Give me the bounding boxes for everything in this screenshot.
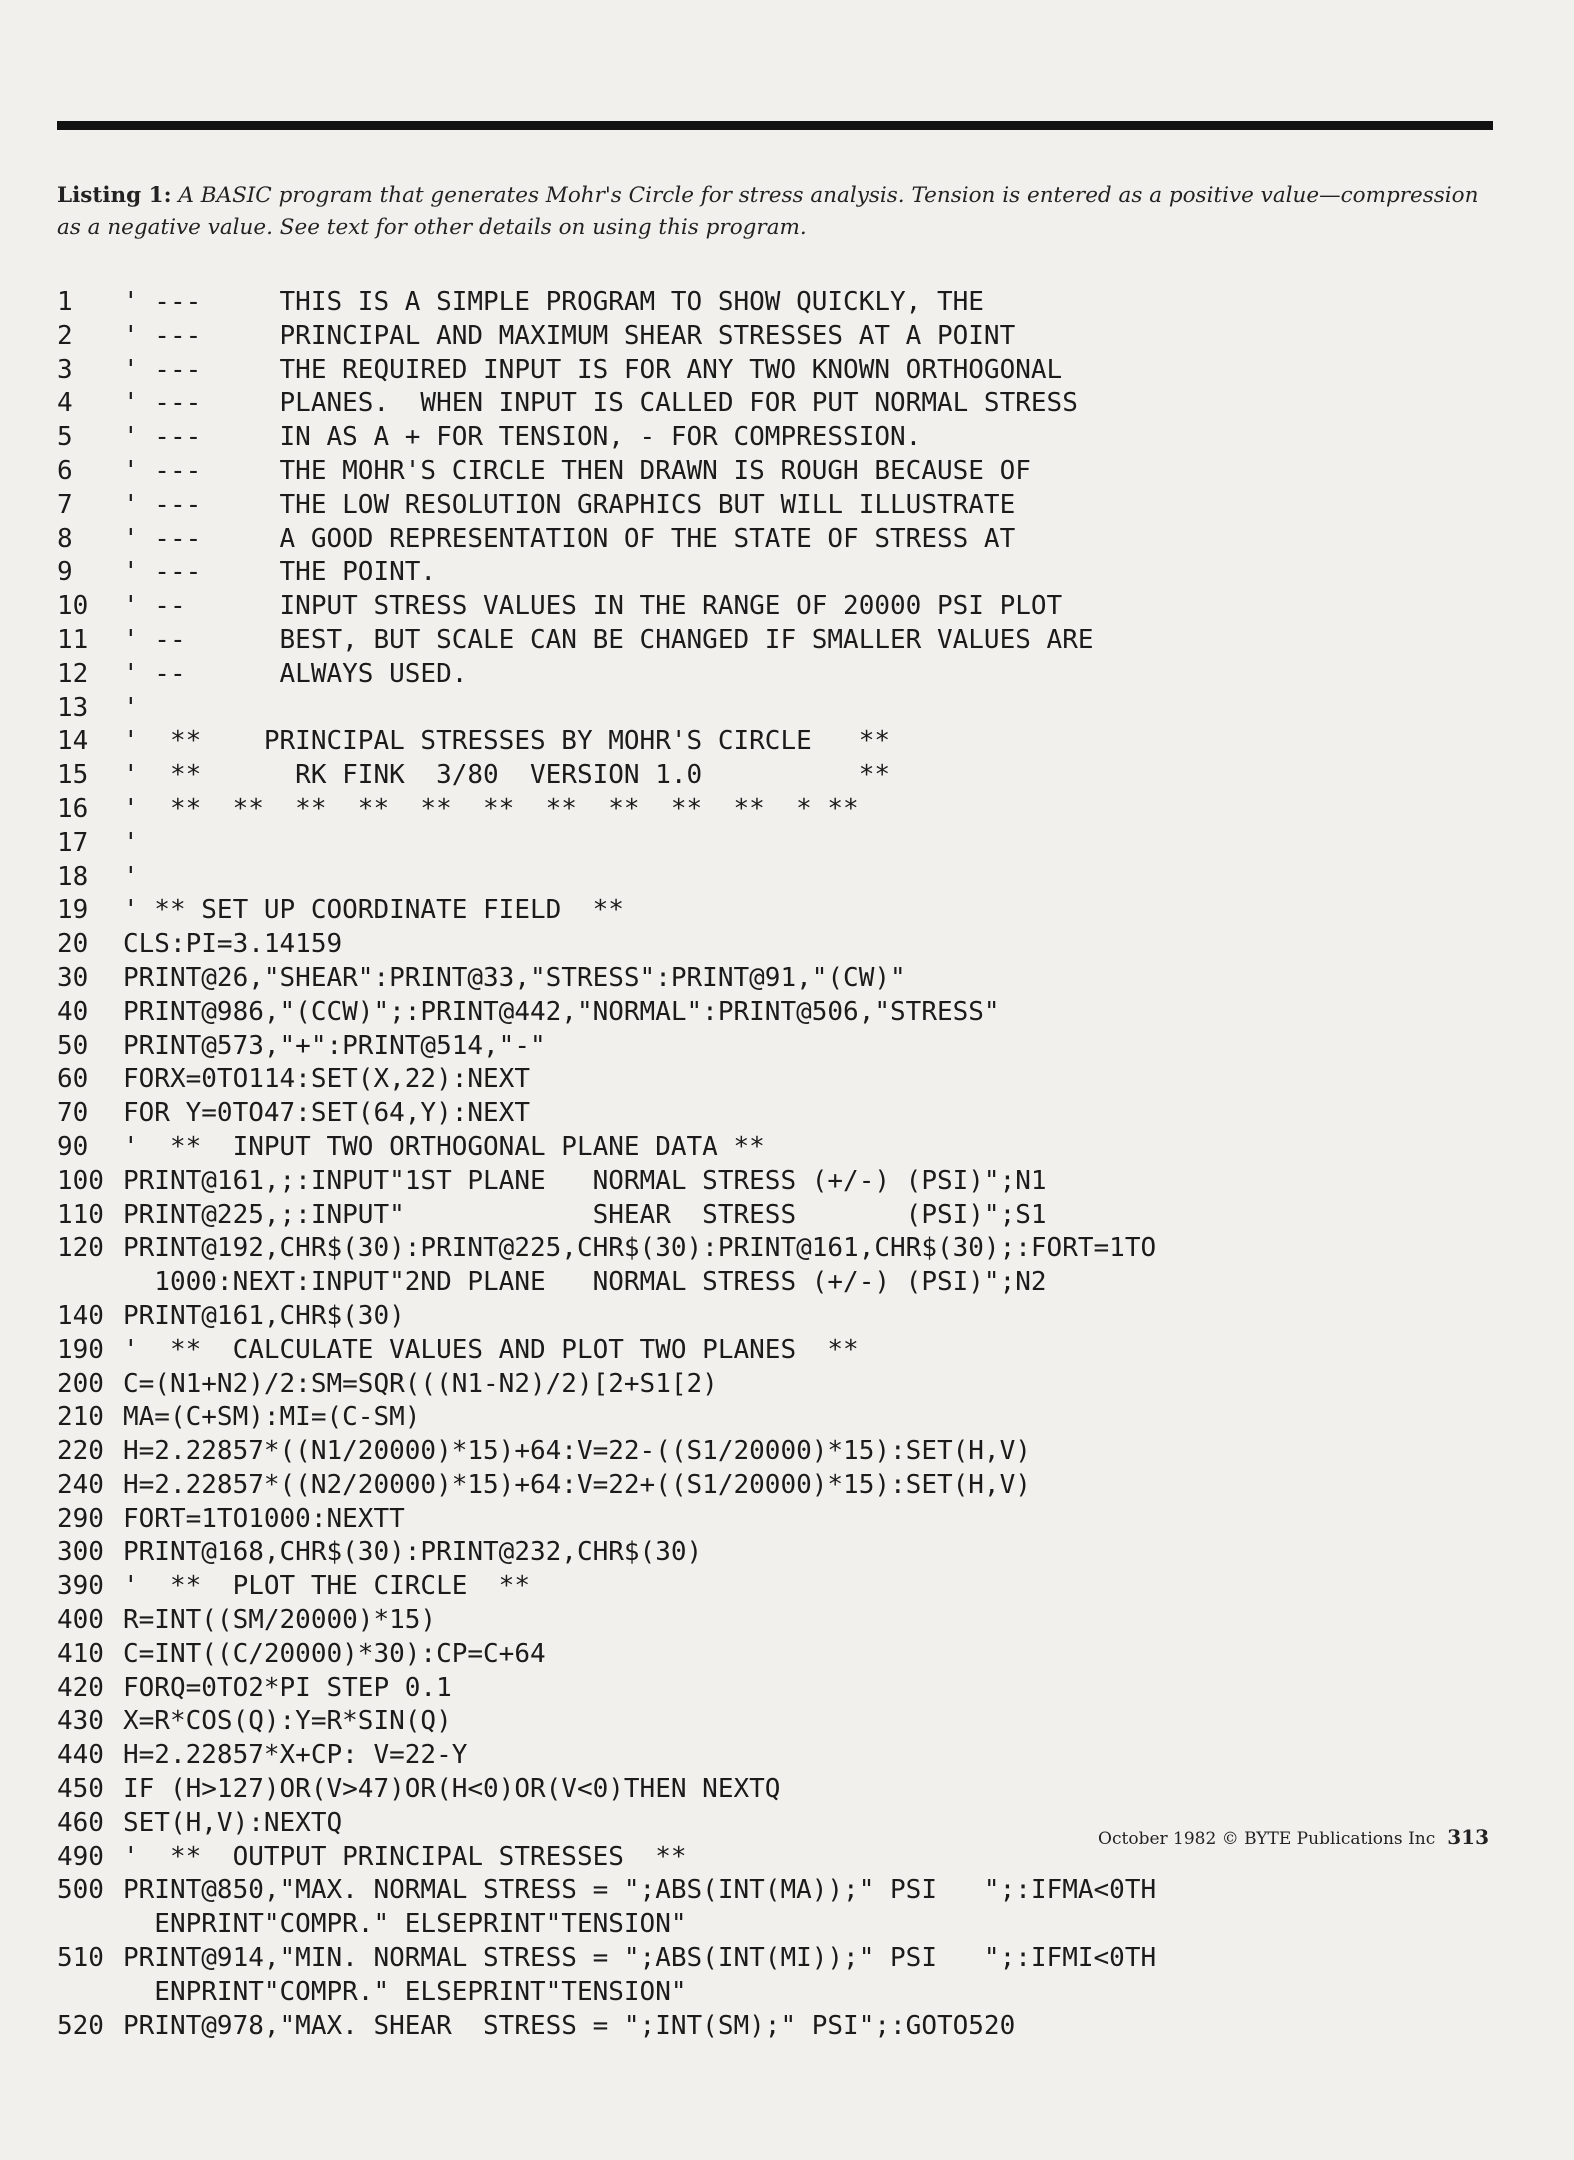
code-line xyxy=(57,1435,1507,1469)
code-text: SET(H,V):NEXTQ xyxy=(123,1807,343,1838)
code-text: PRINT@850,"MAX. NORMAL STRESS = ";ABS(INT(MA));" PSI ";:IFMA<0TH xyxy=(123,1875,1157,1906)
code-text: X=R*COS(Q):Y=R*SIN(Q) xyxy=(123,1706,452,1737)
code-text: ' --- THIS IS A SIMPLE PROGRAM TO SHOW QUICKLY, THE xyxy=(123,287,984,317)
line-number: 510 xyxy=(57,1943,104,1974)
code-line xyxy=(57,320,1507,354)
caption-text: A BASIC program that generates Mohr's Circle for stress analysis. Tension is entered as a positive value—compression as a negative value. See text for other details on using this program. xyxy=(57,183,1479,240)
code-text: PRINT@26,"SHEAR":PRINT@33,"STRESS":PRINT@91,"(CW)" xyxy=(123,962,906,993)
code-line xyxy=(57,996,1507,1030)
line-number: 12 xyxy=(57,658,89,689)
code-line xyxy=(57,1469,1507,1503)
code-text: FOR Y=0TO47:SET(64,Y):NEXT xyxy=(123,1098,530,1129)
line-number: 6 xyxy=(57,455,73,486)
code-text: ' xyxy=(123,861,139,892)
code-line xyxy=(57,455,1507,489)
line-number: 490 xyxy=(57,1841,104,1872)
code-line xyxy=(57,692,1507,726)
code-text: ' -- INPUT STRESS VALUES IN THE RANGE OF 20000 PSI PLOT xyxy=(123,591,1063,622)
code-line xyxy=(57,354,1507,388)
code-text: MA=(C+SM):MI=(C-SM) xyxy=(123,1402,421,1433)
line-number: 390 xyxy=(57,1571,104,1602)
code-line xyxy=(57,962,1507,996)
code-text: ' --- THE REQUIRED INPUT IS FOR ANY TWO KNOWN ORTHOGONAL xyxy=(123,354,1063,385)
code-line xyxy=(57,421,1507,455)
line-number xyxy=(57,1908,123,1942)
code-text: ' ** SET UP COORDINATE FIELD ** xyxy=(123,895,624,926)
code-text: PRINT@573,"+":PRINT@514,"-" xyxy=(123,1030,546,1061)
line-number: 40 xyxy=(57,996,89,1027)
line-number: 200 xyxy=(57,1368,104,1399)
code-text: FORX=0TO114:SET(X,22):NEXT xyxy=(123,1064,530,1095)
code-line xyxy=(57,1739,1507,1773)
line-number: 110 xyxy=(57,1199,104,1230)
line-number: 420 xyxy=(57,1672,104,1703)
code-line xyxy=(57,556,1507,590)
line-number: 60 xyxy=(57,1064,89,1095)
code-text: PRINT@161,CHR$(30) xyxy=(123,1300,405,1331)
code-line xyxy=(57,523,1507,557)
code-text: ' --- THE POINT. xyxy=(123,557,437,588)
code-line xyxy=(57,1503,1507,1537)
line-number: 3 xyxy=(57,354,73,385)
line-number: 8 xyxy=(57,523,73,554)
code-text: H=2.22857*X+CP: V=22-Y xyxy=(123,1740,468,1771)
line-number: 13 xyxy=(57,692,89,723)
line-number: 190 xyxy=(57,1334,104,1365)
code-line xyxy=(57,928,1507,962)
line-number: 50 xyxy=(57,1030,89,1061)
code-text: FORT=1TO1000:NEXTT xyxy=(123,1503,405,1534)
code-line xyxy=(57,1874,1507,1908)
line-number: 90 xyxy=(57,1131,89,1162)
code-line xyxy=(57,1604,1507,1638)
line-number: 2 xyxy=(57,320,73,351)
code-text: ' -- ALWAYS USED. xyxy=(123,658,468,689)
code-line xyxy=(57,489,1507,523)
code-text: R=INT((SM/20000)*15) xyxy=(123,1605,437,1636)
code-text: H=2.22857*((N1/20000)*15)+64:V=22-((S1/20000)*15):SET(H,V) xyxy=(123,1436,1031,1467)
line-number: 120 xyxy=(57,1233,104,1264)
code-line xyxy=(57,2010,1507,2044)
line-number: 220 xyxy=(57,1436,104,1467)
code-line xyxy=(57,1536,1507,1570)
line-number: 140 xyxy=(57,1300,104,1331)
footer-credit: October 1982 © BYTE Publications Inc xyxy=(1098,1829,1436,1849)
line-number: 9 xyxy=(57,557,73,588)
line-number: 520 xyxy=(57,2010,104,2041)
code-line xyxy=(57,1401,1507,1435)
code-text: ' --- THE MOHR'S CIRCLE THEN DRAWN IS ROUGH BECAUSE OF xyxy=(123,455,1031,486)
page-footer xyxy=(1098,1825,1489,1849)
code-line xyxy=(57,1976,1507,2010)
code-text: ' ** ** ** ** ** ** ** ** ** ** * ** xyxy=(123,793,859,824)
line-number: 430 xyxy=(57,1706,104,1737)
line-number: 19 xyxy=(57,895,89,926)
code-line xyxy=(57,861,1507,895)
line-number: 4 xyxy=(57,388,73,419)
line-number: 5 xyxy=(57,422,73,453)
code-line xyxy=(57,793,1507,827)
code-text: ENPRINT"COMPR." ELSEPRINT"TENSION" xyxy=(123,1976,687,2007)
code-line xyxy=(57,624,1507,658)
line-number: 500 xyxy=(57,1875,104,1906)
code-text: ' --- IN AS A + FOR TENSION, - FOR COMPRESSION. xyxy=(123,422,922,453)
code-line xyxy=(57,894,1507,928)
code-line xyxy=(57,1570,1507,1604)
line-number xyxy=(57,1266,123,1300)
code-text: CLS:PI=3.14159 xyxy=(123,929,343,960)
line-number: 300 xyxy=(57,1537,104,1568)
line-number: 15 xyxy=(57,760,89,791)
code-line xyxy=(57,725,1507,759)
code-line xyxy=(57,1773,1507,1807)
code-text: ' xyxy=(123,692,139,723)
code-line xyxy=(57,759,1507,793)
code-line xyxy=(57,1638,1507,1672)
page-number: 313 xyxy=(1447,1825,1489,1849)
line-number: 210 xyxy=(57,1402,104,1433)
code-text: ' xyxy=(123,827,139,858)
code-text: ' --- PLANES. WHEN INPUT IS CALLED FOR PUT NORMAL STRESS xyxy=(123,388,1078,419)
line-number: 14 xyxy=(57,726,89,757)
code-line xyxy=(57,1368,1507,1402)
code-text: 1000:NEXT:INPUT"2ND PLANE NORMAL STRESS (+/-) (PSI)";N2 xyxy=(123,1267,1047,1298)
code-text: PRINT@914,"MIN. NORMAL STRESS = ";ABS(INT(MI));" PSI ";:IFMI<0TH xyxy=(123,1943,1157,1974)
top-rule xyxy=(57,121,1493,130)
code-line xyxy=(57,1232,1507,1266)
code-text: ' ** CALCULATE VALUES AND PLOT TWO PLANES ** xyxy=(123,1334,859,1365)
line-number: 20 xyxy=(57,929,89,960)
code-text: ' --- PRINCIPAL AND MAXIMUM SHEAR STRESSES AT A POINT xyxy=(123,320,1016,351)
code-text: C=(N1+N2)/2:SM=SQR(((N1-N2)/2)[2+S1[2) xyxy=(123,1368,718,1399)
line-number: 410 xyxy=(57,1638,104,1669)
code-line xyxy=(57,1165,1507,1199)
code-text: IF (H>127)OR(V>47)OR(H<0)OR(V<0)THEN NEXTQ xyxy=(123,1774,781,1805)
code-text: PRINT@986,"(CCW)";:PRINT@442,"NORMAL":PRINT@506,"STRESS" xyxy=(123,996,1000,1027)
line-number: 100 xyxy=(57,1165,104,1196)
code-line xyxy=(57,1334,1507,1368)
basic-listing xyxy=(57,286,1507,2043)
code-text: PRINT@978,"MAX. SHEAR STRESS = ";INT(SM);" PSI";:GOTO520 xyxy=(123,2010,1016,2041)
code-text: H=2.22857*((N2/20000)*15)+64:V=22+((S1/20000)*15):SET(H,V) xyxy=(123,1469,1031,1500)
code-text: ' -- BEST, BUT SCALE CAN BE CHANGED IF SMALLER VALUES ARE xyxy=(123,624,1094,655)
line-number: 17 xyxy=(57,827,89,858)
code-line xyxy=(57,1131,1507,1165)
code-text: ENPRINT"COMPR." ELSEPRINT"TENSION" xyxy=(123,1909,687,1940)
code-text: ' ** PRINCIPAL STRESSES BY MOHR'S CIRCLE ** xyxy=(123,726,891,757)
code-line xyxy=(57,1030,1507,1064)
line-number: 11 xyxy=(57,624,89,655)
code-text: ' ** PLOT THE CIRCLE ** xyxy=(123,1571,530,1602)
line-number: 16 xyxy=(57,793,89,824)
code-line xyxy=(57,1672,1507,1706)
code-text: PRINT@168,CHR$(30):PRINT@232,CHR$(30) xyxy=(123,1537,703,1568)
code-text: PRINT@192,CHR$(30):PRINT@225,CHR$(30):PRINT@161,CHR$(30);:FORT=1TO xyxy=(123,1233,1157,1264)
code-line xyxy=(57,1908,1507,1942)
code-line xyxy=(57,286,1507,320)
line-number: 18 xyxy=(57,861,89,892)
line-number: 1 xyxy=(57,287,73,317)
code-line xyxy=(57,827,1507,861)
code-text: ' --- A GOOD REPRESENTATION OF THE STATE OF STRESS AT xyxy=(123,523,1016,554)
listing-caption xyxy=(57,180,1497,244)
caption-label: Listing 1: xyxy=(57,183,172,208)
code-line xyxy=(57,1300,1507,1334)
code-line xyxy=(57,1266,1507,1300)
code-line xyxy=(57,1705,1507,1739)
code-text: PRINT@161,;:INPUT"1ST PLANE NORMAL STRESS (+/-) (PSI)";N1 xyxy=(123,1165,1047,1196)
code-line xyxy=(57,1097,1507,1131)
code-text: ' --- THE LOW RESOLUTION GRAPHICS BUT WILL ILLUSTRATE xyxy=(123,489,1016,520)
code-line xyxy=(57,1063,1507,1097)
code-text: C=INT((C/20000)*30):CP=C+64 xyxy=(123,1638,546,1669)
line-number: 10 xyxy=(57,591,89,622)
line-number: 290 xyxy=(57,1503,104,1534)
code-text: FORQ=0TO2*PI STEP 0.1 xyxy=(123,1672,452,1703)
code-line xyxy=(57,658,1507,692)
code-line xyxy=(57,1199,1507,1233)
code-text: ' ** OUTPUT PRINCIPAL STRESSES ** xyxy=(123,1841,687,1872)
code-text: ' ** INPUT TWO ORTHOGONAL PLANE DATA ** xyxy=(123,1131,765,1162)
code-text: ' ** RK FINK 3/80 VERSION 1.0 ** xyxy=(123,760,891,791)
line-number: 460 xyxy=(57,1807,104,1838)
line-number xyxy=(57,1976,123,2010)
line-number: 240 xyxy=(57,1469,104,1500)
code-text: PRINT@225,;:INPUT" SHEAR STRESS (PSI)";S1 xyxy=(123,1199,1047,1230)
code-line xyxy=(57,1942,1507,1976)
line-number: 30 xyxy=(57,962,89,993)
code-line xyxy=(57,387,1507,421)
line-number: 70 xyxy=(57,1098,89,1129)
line-number: 450 xyxy=(57,1774,104,1805)
code-line xyxy=(57,590,1507,624)
line-number: 400 xyxy=(57,1605,104,1636)
line-number: 440 xyxy=(57,1740,104,1771)
line-number: 7 xyxy=(57,489,73,520)
